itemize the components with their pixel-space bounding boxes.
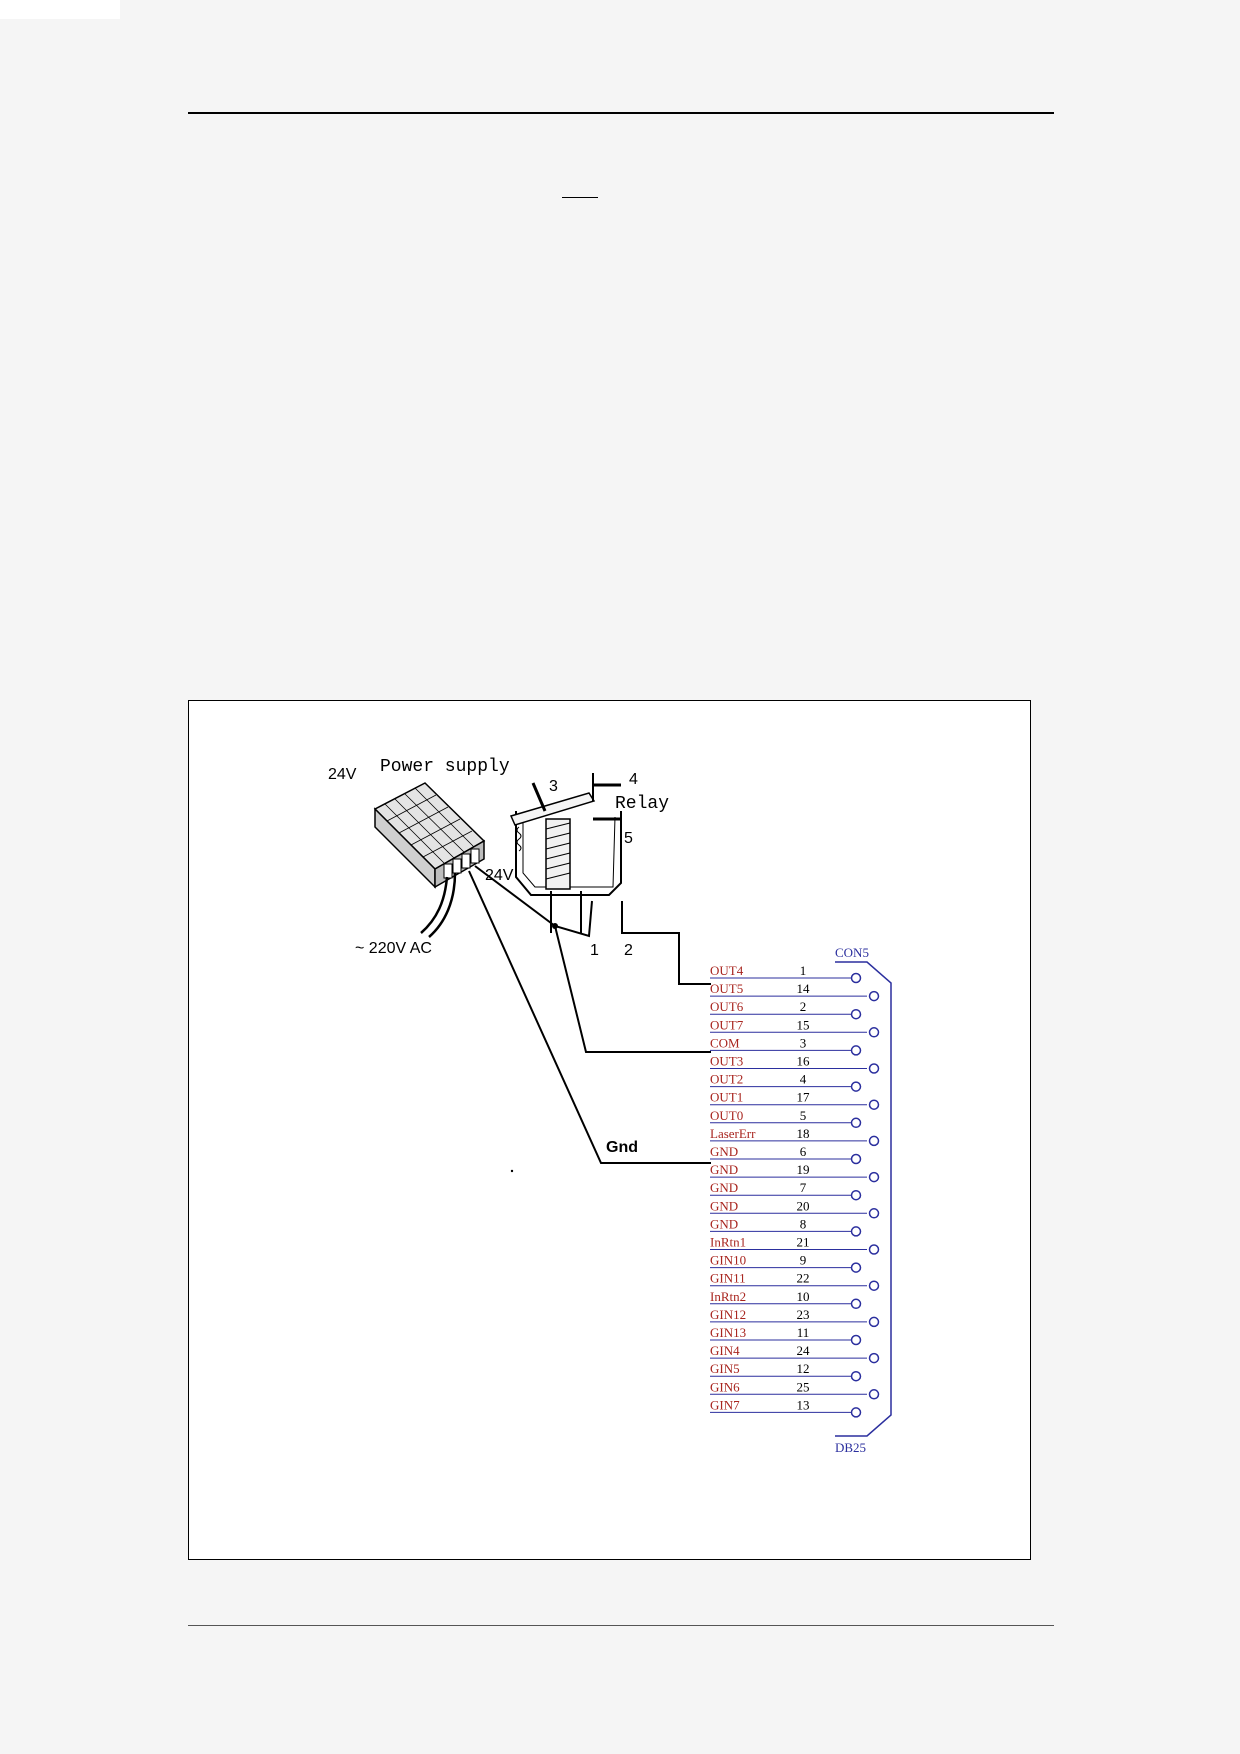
pin-row (710, 1235, 879, 1255)
pin-signal-label: GIN4 (710, 1343, 740, 1359)
pin-number-label: 8 (799, 1216, 807, 1232)
pin-signal-label: GIN5 (710, 1361, 740, 1377)
pin-signal-label: OUT1 (710, 1089, 744, 1105)
pin-number-label: 18 (796, 1125, 810, 1141)
pin-number-label: 15 (796, 1017, 810, 1033)
pin-signal-label: InRtn1 (710, 1234, 747, 1250)
pin-socket (870, 1173, 879, 1182)
page-corner-tab (0, 0, 120, 19)
pin-signal-label: GIN7 (710, 1397, 740, 1413)
pin-row (710, 1271, 879, 1291)
pin-socket (852, 1191, 861, 1200)
pin-socket (852, 974, 861, 983)
pin-row (710, 1253, 861, 1273)
pin-row (710, 1198, 879, 1218)
pin-number-label: 19 (796, 1162, 810, 1178)
pin-socket (870, 1281, 879, 1290)
relay-terminal-3-label: 3 (549, 778, 558, 795)
ground-label: Gnd (606, 1139, 638, 1156)
pin-row (710, 1343, 879, 1363)
pin-signal-label: OUT6 (710, 999, 744, 1015)
pin-number-label: 6 (799, 1144, 807, 1159)
pin-signal-label: OUT7 (710, 1017, 744, 1033)
wiring-diagram (189, 701, 1029, 1558)
header-mark (562, 197, 598, 198)
pin-signal-label: GIN11 (710, 1270, 746, 1286)
pin-number-label: 7 (799, 1180, 807, 1196)
pin-number-label: 13 (796, 1397, 810, 1413)
footer-rule (188, 1625, 1054, 1626)
relay-terminal-4-label: 4 (629, 771, 638, 788)
relay-terminal-5-label: 5 (624, 830, 633, 847)
pin-socket (852, 1372, 861, 1381)
pin-row (710, 999, 861, 1019)
pin-socket (852, 1299, 861, 1308)
pin-number-label: 2 (799, 999, 807, 1015)
power-supply-title: Power supply (380, 757, 510, 777)
pin-socket (870, 992, 879, 1001)
pin-signal-label: GIN13 (710, 1325, 747, 1340)
pin-row (710, 1216, 861, 1236)
pin-signal-label: InRtn2 (710, 1288, 747, 1304)
pin-socket (852, 1227, 861, 1236)
relay-terminal-2-label: 2 (624, 942, 633, 959)
pin-number-label: 21 (796, 1234, 810, 1250)
power-supply-voltage-label: 24V (328, 766, 357, 783)
pin-row (710, 1180, 861, 1200)
pin-socket (852, 1046, 861, 1055)
pin-row (710, 963, 861, 983)
pin-row (710, 1325, 861, 1345)
pin-signal-label: OUT5 (710, 981, 744, 997)
pin-number-label: 25 (796, 1379, 810, 1395)
pin-signal-label: OUT3 (710, 1053, 744, 1069)
pin-row (710, 1035, 861, 1055)
pin-row (710, 1017, 879, 1037)
pin-socket (852, 1408, 861, 1417)
pin-signal-label: OUT4 (710, 963, 744, 978)
pin-signal-label: LaserErr (710, 1125, 756, 1141)
connector-type: DB25 (835, 1440, 867, 1455)
pin-row (710, 1379, 879, 1399)
pin-signal-label: OUT2 (710, 1071, 744, 1087)
pin-number-label: 9 (799, 1252, 807, 1268)
pin-signal-label: GIN12 (710, 1306, 747, 1322)
pin-number-label: 1 (799, 963, 807, 978)
wires (469, 866, 711, 1163)
power-supply (328, 757, 514, 957)
pin-row (710, 1397, 861, 1417)
pin-signal-label: GND (710, 1216, 739, 1232)
ac-input-label: ~ 220V AC (355, 940, 432, 957)
pin-socket (870, 1245, 879, 1254)
pin-number-label: 22 (796, 1270, 810, 1286)
wire-relay-2-to-out4 (622, 901, 711, 984)
pin-socket (870, 1354, 879, 1363)
pin-signal-label: GIN10 (710, 1252, 747, 1268)
pin-socket (870, 1390, 879, 1399)
pin-row (710, 1126, 879, 1146)
pin-socket (870, 1028, 879, 1037)
pin-row (710, 1289, 861, 1309)
pin-socket (852, 1118, 861, 1127)
pin-signal-label: GND (710, 1180, 739, 1196)
pin-row (710, 1054, 879, 1074)
pin-number-label: 10 (796, 1288, 810, 1304)
pin-socket (852, 1336, 861, 1345)
pin-signal-label: OUT0 (710, 1107, 744, 1123)
pin-number-label: 4 (799, 1071, 807, 1087)
pin-row (710, 1361, 861, 1381)
wire-junction-to-com (555, 926, 711, 1052)
relay-spring (517, 827, 521, 851)
pin-socket (870, 1136, 879, 1145)
pin-number-label: 11 (796, 1325, 810, 1340)
pin-row (710, 1144, 861, 1164)
relay-terminal-3-lead (533, 783, 545, 811)
pin-number-label: 24 (796, 1343, 810, 1359)
pin-socket (852, 1263, 861, 1272)
pin-number-label: 14 (796, 981, 810, 997)
connector-name: CON5 (835, 945, 869, 960)
pin-socket (870, 1100, 879, 1109)
pin-signal-label: GIN6 (710, 1379, 740, 1395)
relay-terminal-1-label: 1 (590, 942, 599, 959)
connector-shell (835, 962, 891, 1436)
header-rule (188, 112, 1054, 114)
pin-socket (852, 1155, 861, 1164)
pin-socket (870, 1209, 879, 1218)
pin-row (710, 1072, 861, 1092)
pin-signal-label: GND (710, 1144, 739, 1159)
wire-junction-dot (552, 923, 558, 929)
pin-socket (852, 1082, 861, 1091)
pin-number-label: 20 (796, 1198, 810, 1214)
pin-row (710, 1162, 879, 1182)
pin-row (710, 981, 879, 1001)
pin-number-label: 5 (799, 1107, 807, 1123)
pin-number-label: 12 (796, 1361, 810, 1377)
pin-row (710, 1090, 879, 1110)
stray-dot (511, 1170, 513, 1172)
pin-signal-label: GND (710, 1162, 739, 1178)
pin-number-label: 16 (796, 1053, 810, 1069)
db25-connector (710, 945, 891, 1455)
pin-socket (870, 1317, 879, 1326)
pin-number-label: 17 (796, 1089, 810, 1105)
pin-signal-label: COM (710, 1035, 740, 1051)
wiring-diagram-figure (188, 700, 1031, 1560)
power-supply-output-label: 24V (485, 867, 514, 884)
pin-row (710, 1108, 861, 1128)
pin-number-label: 3 (799, 1035, 807, 1051)
relay-title: Relay (615, 794, 670, 814)
connector-pin-rows (710, 963, 879, 1417)
pin-number-label: 23 (796, 1306, 810, 1322)
pin-socket (852, 1010, 861, 1019)
pin-row (710, 1307, 879, 1327)
pin-socket (870, 1064, 879, 1073)
pin-signal-label: GND (710, 1198, 739, 1214)
